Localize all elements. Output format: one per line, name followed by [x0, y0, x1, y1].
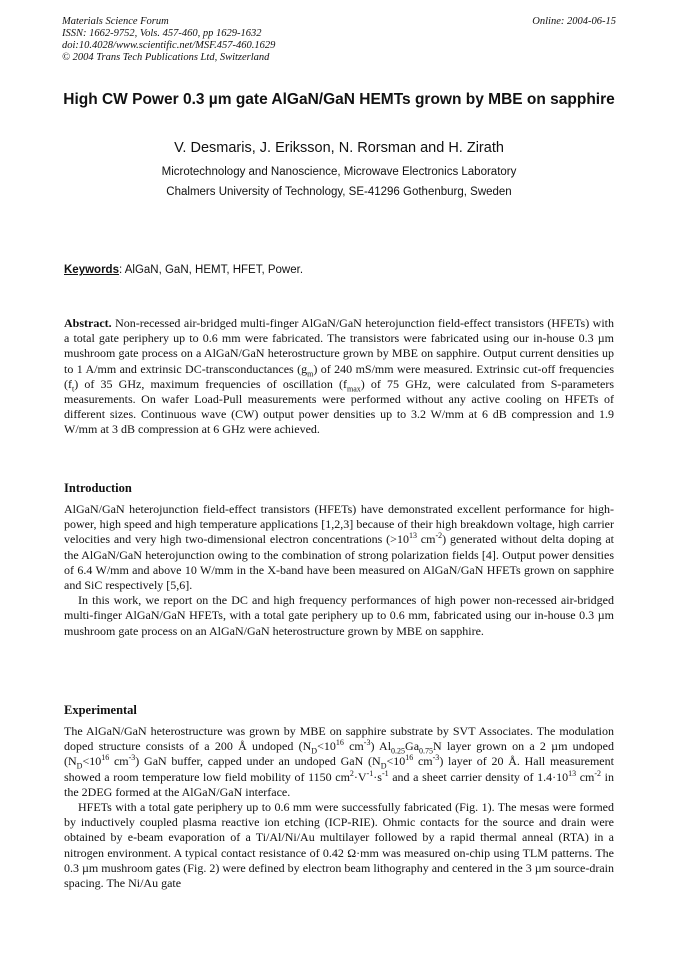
- superscript: 16: [101, 753, 110, 763]
- abstract: [64, 316, 614, 438]
- journal-name: Materials Science Forum: [62, 16, 169, 27]
- exp-text: cm: [413, 754, 433, 769]
- affiliation-2: Chalmers University of Technology, SE-41296 Gothenburg, Sweden: [166, 186, 512, 198]
- exp-text: The AlGaN/GaN heterostructure was grown by MBE on sapphire substrate by SVT Associates. The modulation doped structure consists of a 200 Å undoped (N: [64, 724, 614, 754]
- doi-line: doi:10.4028/www.scientific.net/MSF.457-460.1629: [62, 40, 276, 51]
- abstract-text: ) of 75 GHz, were calculated from S-parameters measurements. On wafer Load-Pull measurements were performed without any active cooling on HFETs of different sizes. Continuous wave (CW) output power densities up to 3.2 W/mm at 6 dB compression and 1.9 W/mm at 3 dB compression at 6 GHz were achieved.: [64, 376, 615, 437]
- online-date: Online: 2004-06-15: [532, 16, 616, 27]
- subscript: m: [307, 369, 314, 378]
- exp-text: ) layer of 20 Å. Hall measurement showed a room temperature low field mobility of 1150 cm: [64, 754, 614, 784]
- intro-paragraph-2: In this work, we report on the DC and high frequency performances of high power non-recessed air-bridged multi-finger AlGaN/GaN HFETs, with a total gate periphery up to 0.6 mm, fabricated using our in-house 0.3 µm mushroom gate process on an AlGaN/GaN heterostructure grown by MBE on sapphire.: [64, 593, 614, 638]
- superscript: -3: [432, 753, 440, 763]
- exp-text: ·s: [373, 769, 382, 784]
- subscript: t: [72, 384, 75, 394]
- superscript: 16: [405, 753, 414, 763]
- exp-text: cm: [576, 769, 595, 784]
- exp-text: cm: [343, 739, 364, 754]
- subscript: D: [76, 761, 83, 771]
- exp-text: <10: [82, 754, 102, 769]
- superscript: 16: [335, 738, 344, 748]
- author-list: V. Desmaris, J. Eriksson, N. Rorsman and H. Zirath: [174, 140, 504, 156]
- experimental-heading: Experimental: [64, 703, 137, 717]
- intro-text: ) generated without delta doping at the AlGaN/GaN heterojunction owing to the combination of strong polarization fields [4]. Output power densities of 6.4 W/mm and above 10 W/mm in the X-band have been measured on AlGaN/GaN HFETs grown on sapphire and SiC respectively [5,6].: [64, 532, 614, 593]
- exp-text: Ga: [405, 739, 420, 754]
- exp-text: <10: [386, 754, 406, 769]
- exp-text: ·V: [353, 769, 367, 784]
- abstract-text: ) of 240 mS/mm were measured. Extrinsic cut-off frequencies (f: [64, 361, 614, 391]
- paper-title: High CW Power 0.3 µm gate AlGaN/GaN HEMTs grown by MBE on sapphire: [63, 91, 615, 108]
- exp-text: in the 2DEG formed at the AlGaN/GaN interface.: [64, 769, 614, 799]
- intro-text: AlGaN/GaN heterojunction field-effect transistors (HFETs) have demonstrated excellent performance for high-power, high speed and high temperature applications [1,2,3] because of their high breakdown voltage, high carrier velocities and very high two-dimensional electron concentrations (>10: [64, 502, 614, 547]
- subscript: 0.75: [419, 746, 434, 756]
- exp-paragraph-1: [64, 724, 614, 800]
- superscript: -1: [366, 768, 374, 778]
- subscript: D: [380, 761, 387, 771]
- exp-paragraph-2: HFETs with a total gate periphery up to 0.6 mm were successfully fabricated (Fig. 1). The mesas were formed by inductively coupled plasma reactive ion etching (ICP-RIE). Ohmic contacts for the source and drain were obtained by e-beam evaporation of a Ti/Al/Ni/Au multilayer followed by a rapid thermal anneal (RTA) in a nitrogen environment. A typical contact resistance of 0.42 Ω·mm was measured on-chip using TLM patterns. The 0.3 µm mushroom gates (Fig. 2) were defined by electron beam lithography and centered in the 3 µm source-drain spacing. The Ni/Au gate: [64, 800, 614, 891]
- superscript: -2: [435, 531, 443, 541]
- superscript: -3: [363, 738, 371, 748]
- superscript: 13: [568, 768, 577, 778]
- affiliation-1: Microtechnology and Nanoscience, Microwave Electronics Laboratory: [161, 166, 517, 178]
- abstract-label: Abstract.: [64, 316, 112, 330]
- copyright-line: © 2004 Trans Tech Publications Ltd, Switzerland: [62, 52, 270, 63]
- superscript: -2: [594, 768, 602, 778]
- exp-text: and a sheet carrier density of 1.4·10: [388, 769, 569, 784]
- introduction-heading: Introduction: [64, 481, 132, 495]
- superscript: -3: [128, 753, 136, 763]
- keywords: [64, 264, 303, 276]
- keywords-text: : AlGaN, GaN, HEMT, HFET, Power.: [118, 264, 304, 276]
- exp-text: ) GaN buffer, capped under an undoped GaN (N: [135, 754, 381, 769]
- publication-meta: [62, 16, 275, 64]
- issn-line: ISSN: 1662-9752, Vols. 457-460, pp 1629-1632: [62, 28, 262, 39]
- exp-text: N layer grown on a 2 µm undoped (N: [64, 739, 615, 769]
- keywords-label: Keywords: [64, 264, 119, 276]
- abstract-text: ) of 35 GHz, maximum frequencies of oscillation (f: [74, 376, 347, 391]
- exp-text: cm: [109, 754, 129, 769]
- subscript: D: [311, 746, 318, 756]
- superscript: -1: [381, 768, 389, 778]
- abstract-text: Non-recessed air-bridged multi-finger AlGaN/GaN heterojunction field-effect transistors (HFETs) with a total gate periphery up to 0.6 mm were fabricated. The transistors were fabricated using our in-house 0.3 µm mushroom gate process on a AlGaN/GaN heterostructure grown by MBE on sapphire. Output current densities up to 1 A/mm and extrinsic DC-transconductances (g: [64, 316, 614, 376]
- intro-paragraph-1: [64, 502, 614, 593]
- exp-text: ) Al: [370, 739, 392, 754]
- experimental-body: [64, 724, 614, 891]
- introduction-body: [64, 502, 614, 639]
- superscript: 2: [349, 768, 354, 778]
- intro-text: cm: [416, 532, 436, 547]
- subscript: 0.25: [391, 746, 406, 756]
- exp-text: <10: [317, 739, 336, 754]
- subscript: max: [346, 384, 361, 394]
- superscript: 13: [408, 531, 417, 541]
